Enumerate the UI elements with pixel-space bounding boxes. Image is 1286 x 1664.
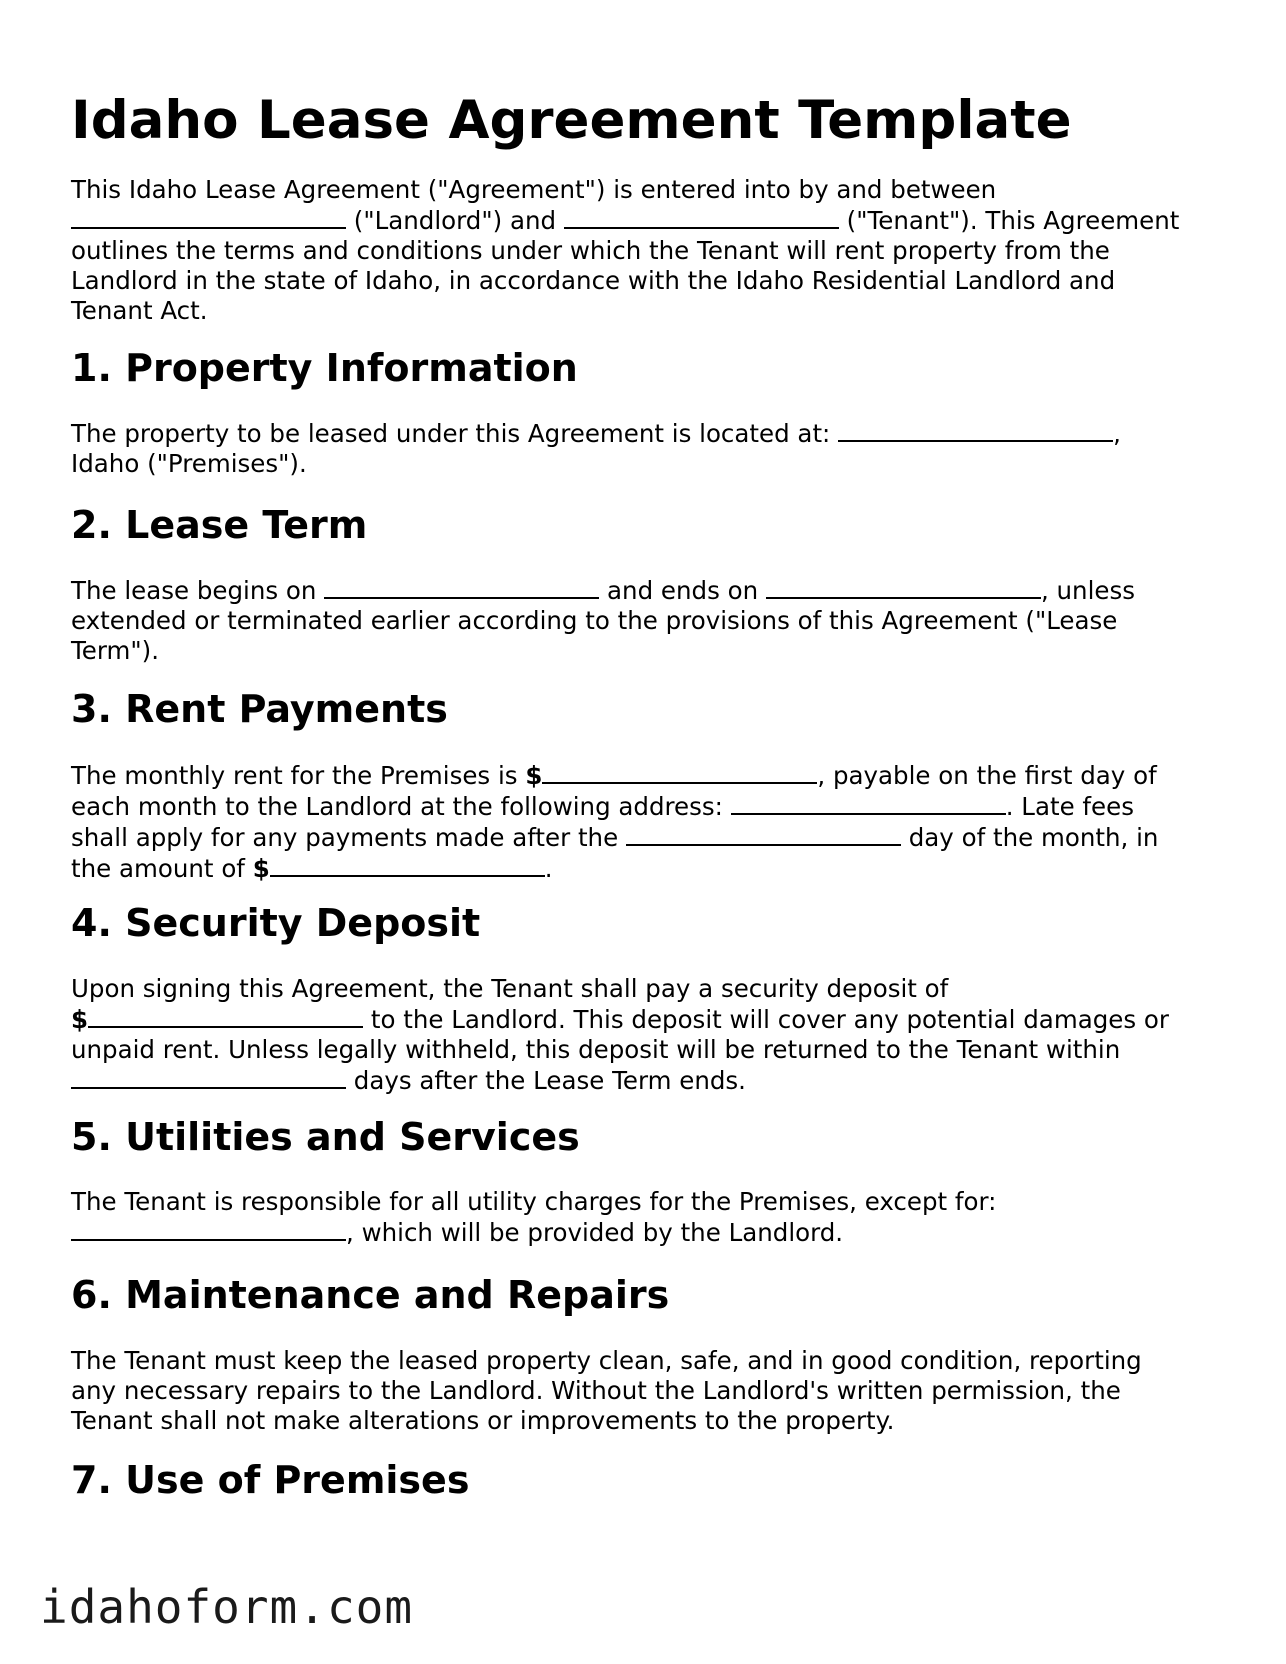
late-after-label: shall apply for any payments made after the xyxy=(71,823,626,852)
section-heading-maintenance-and-repairs: 6. Maintenance and Repairs xyxy=(71,1273,670,1317)
intro-line-1: This Idaho Lease Agreement ("Agreement") is entered into by and between xyxy=(71,175,997,204)
section-heading-utilities-and-services: 5. Utilities and Services xyxy=(71,1115,580,1159)
intro-line-4: Landlord in the state of Idaho, in accordance with the Idaho Residential Landlord and xyxy=(71,266,1116,295)
rent-line-3 xyxy=(71,822,1221,853)
deposit-line-1: Upon signing this Agreement, the Tenant shall pay a security deposit of xyxy=(71,974,949,1003)
rent-line-2 xyxy=(71,791,1221,822)
section-heading-security-deposit: 4. Security Deposit xyxy=(71,901,481,945)
excepted-utilities-blank[interactable] xyxy=(71,1217,346,1241)
lease-start-date-blank[interactable] xyxy=(324,575,599,599)
day-of-month-label: day of the month, in xyxy=(900,823,1159,852)
property-information-paragraph xyxy=(71,418,1221,479)
lease-begins-label: The lease begins on xyxy=(71,576,325,605)
rent-dollar-sign: $ xyxy=(525,761,543,790)
section-heading-property-information: 1. Property Information xyxy=(71,346,578,390)
utilities-line-2 xyxy=(71,1217,1221,1248)
intro-line-2 xyxy=(71,205,1221,236)
utilities-line-1: The Tenant is responsible for all utility charges for the Premises, except for: xyxy=(71,1187,997,1216)
intro-paragraph xyxy=(71,175,1221,326)
late-fee-dollar-sign: $ xyxy=(252,854,270,883)
landlord-address-label: each month to the Landlord at the following address: xyxy=(71,792,731,821)
lease-term-line-1 xyxy=(71,575,1221,606)
intro-landlord-label: ("Landlord") and xyxy=(346,206,564,235)
document-title: Idaho Lease Agreement Template xyxy=(71,90,1072,151)
lease-term-paragraph xyxy=(71,575,1221,666)
late-day-blank[interactable] xyxy=(626,822,901,846)
property-address-blank[interactable] xyxy=(838,418,1113,442)
maintenance-line-1: The Tenant must keep the leased property clean, safe, and in good condition, reporting xyxy=(71,1346,1142,1375)
rent-payments-paragraph xyxy=(71,760,1221,884)
utilities-paragraph xyxy=(71,1187,1221,1248)
property-line-2: Idaho ("Premises"). xyxy=(71,449,307,478)
section-heading-lease-term: 2. Lease Term xyxy=(71,503,368,547)
deposit-return-days-blank[interactable] xyxy=(71,1065,346,1089)
deposit-line-4 xyxy=(71,1065,1221,1096)
deposit-line-2 xyxy=(71,1004,1221,1035)
tenant-name-blank[interactable] xyxy=(564,205,839,229)
security-deposit-paragraph xyxy=(71,974,1221,1096)
rent-line-4 xyxy=(71,853,1221,884)
maintenance-paragraph xyxy=(71,1346,1221,1436)
late-fee-amount-blank[interactable] xyxy=(270,853,545,877)
monthly-rent-blank[interactable] xyxy=(542,760,817,784)
late-amount-label: the amount of xyxy=(71,854,253,883)
lease-term-line-2: extended or terminated earlier according to the provisions of this Agreement ("Lease xyxy=(71,606,1118,635)
monthly-rent-label: The monthly rent for the Premises is xyxy=(71,761,526,790)
section-heading-rent-payments: 3. Rent Payments xyxy=(71,687,448,731)
property-location-label: The property to be leased under this Agreement is located at: xyxy=(71,419,839,448)
deposit-cover-label: to the Landlord. This deposit will cover any potential damages or xyxy=(363,1005,1169,1034)
intro-line-5: Tenant Act. xyxy=(71,296,208,325)
section-heading-use-of-premises: 7. Use of Premises xyxy=(71,1458,470,1502)
deposit-days-label: days after the Lease Term ends. xyxy=(346,1066,746,1095)
utilities-provided-label: , which will be provided by the Landlord. xyxy=(346,1218,844,1247)
maintenance-line-2: any necessary repairs to the Landlord. Without the Landlord's written permission, the xyxy=(71,1376,1121,1405)
rent-line-1 xyxy=(71,760,1221,791)
property-comma: , xyxy=(1113,419,1121,448)
site-watermark: idahoform.com xyxy=(40,1580,414,1634)
intro-line-3: outlines the terms and conditions under which the Tenant will rent property from the xyxy=(71,236,1110,265)
late-amount-period: . xyxy=(544,854,553,883)
lease-ends-label: and ends on xyxy=(599,576,766,605)
intro-tenant-label: ("Tenant"). This Agreement xyxy=(838,206,1180,235)
lease-term-line-3: Term"). xyxy=(71,636,159,665)
maintenance-line-3: Tenant shall not make alterations or improvements to the property. xyxy=(71,1406,895,1435)
landlord-address-blank[interactable] xyxy=(731,791,1006,815)
property-line-1 xyxy=(71,418,1221,449)
lease-unless-label: , unless xyxy=(1040,576,1135,605)
deposit-line-3: unpaid rent. Unless legally withheld, this deposit will be returned to the Tenant within xyxy=(71,1035,1121,1064)
payable-label: , payable on the first day of xyxy=(817,761,1157,790)
lease-end-date-blank[interactable] xyxy=(766,575,1041,599)
landlord-name-blank[interactable] xyxy=(71,205,346,229)
deposit-amount-blank[interactable] xyxy=(88,1004,363,1028)
late-fees-label: . Late fees xyxy=(1005,792,1134,821)
deposit-dollar-sign: $ xyxy=(71,1005,89,1034)
